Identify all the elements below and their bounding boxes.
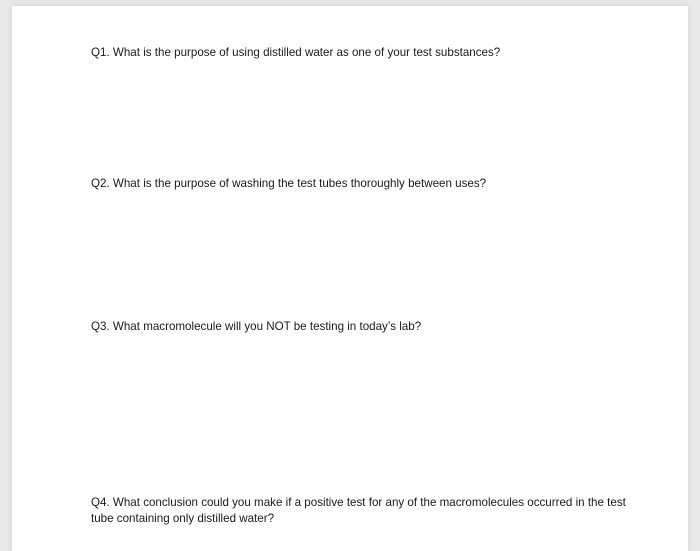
- question-1: Q1. What is the purpose of using distilled water as one of your test substances?: [91, 46, 501, 59]
- question-4: Q4. What conclusion could you make if a positive test for any of the macromolecules occurred in the test tube containing only distilled water?: [91, 496, 626, 525]
- question-2: Q2. What is the purpose of washing the test tubes thoroughly between uses?: [91, 177, 487, 190]
- document-page: [12, 6, 688, 551]
- question-3: Q3. What macromolecule will you NOT be testing in today’s lab?: [91, 320, 422, 333]
